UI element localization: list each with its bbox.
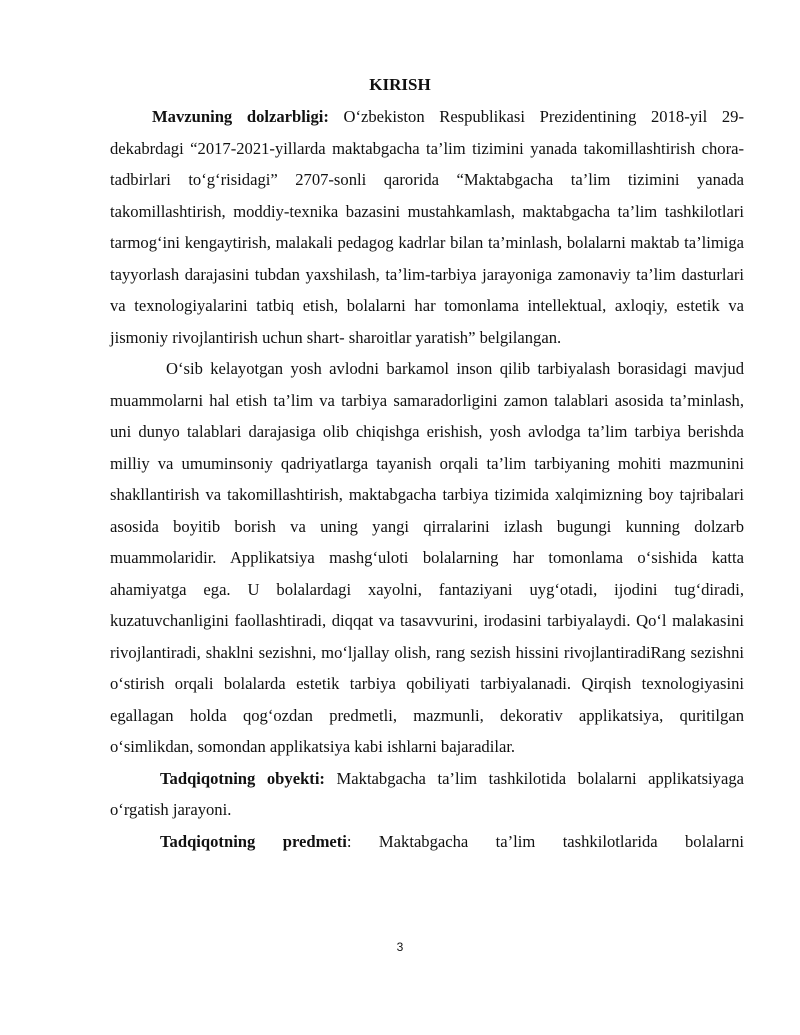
relevance-heading: Mavzuning dolzarbligi: <box>152 107 329 126</box>
paragraph-research-subject <box>110 826 744 858</box>
research-subject-heading: Tadqiqotning predmeti <box>160 831 347 851</box>
research-subject-text: : Maktabgacha ta’lim tashkilotlarida bolalarni <box>346 831 744 851</box>
research-object-heading: Tadqiqotning obyekti: <box>160 768 325 788</box>
research-object-text: Maktabgacha ta’lim tashkilotida bolalarni applikatsiyaga o‘rgatish jarayoni. <box>110 768 744 819</box>
document-body <box>110 101 744 857</box>
paragraph-relevance <box>110 101 744 353</box>
page-number: 3 <box>396 940 404 954</box>
paragraph-research-object <box>110 763 744 826</box>
paragraph-problems <box>110 353 744 763</box>
relevance-text: O‘zbekiston Respublikasi Prezidentining 2018-yil 29-dekabrdagi “2017-2021-yillarda maktabgacha ta’lim tizimini yanada takomillashtirish chora-tadbirlari to‘g‘risidagi” 2707-sonli qarorida “Maktabgacha ta’lim tizimini yanada takomillashtirish, moddiy-texnika bazasini mustahkamlash, maktabgacha ta’lim tashkilotlari tarmog‘ini kengaytirish, malakali pedagog kadrlar bilan ta’minlash, bolalarni maktab ta’limiga tayyorlash darajasini tubdan yaxshilash, ta’lim-tarbiya jarayoniga zamonaviy ta’lim dasturlari va texnologiyalarini tatbiq etish, bolalarni har tomonlama intellektual, axloqiy, estetik va jismoniy rivojlantirish uchun shart- sharoitlar yaratish” belgilangan. <box>110 107 744 347</box>
section-title: KIRISH <box>369 75 431 94</box>
problems-text: O‘sib kelayotgan yosh avlodni barkamol inson qilib tarbiyalash borasidagi mavjud muammolarni hal etish ta’lim va tarbiya samaradorligini zamon talablari asosida ta’minlash, uni dunyo talablari darajasiga olib chiqishga erishish, yosh avlodga ta’lim tarbiya berishda milliy va umuminsoniy qadriyatlarga tayanish orqali ta’lim tarbiyaning mohiti mazmunini shakllantirish va takomillashtirish, maktabgacha tarbiya tizimida xalqimizning boy tajribalari asosida boyitib borish va uning yangi qirralarini izlash bugungi kunning dolzarb muammolaridir. Applikatsiya mashg‘uloti bolalarning har tomonlama o‘sishida katta ahamiyatga ega. U bolalardagi xayolni, fantaziyani uyg‘otadi, ijodini tug‘diradi, kuzatuvchanligini faollashtiradi, diqqat va tasavvurini, irodasini tarbiyalaydi. Qo‘l malakasini rivojlantiradi, shaklni sezishni, mo‘ljallay olish, rang sezish hissini rivojlantiradiRang sezishni o‘stirish orqali bolalarda estetik tarbiya qobiliyati tarbiyalanadi. Qirqish texnologiyasini egallagan holda qog‘ozdan predmetli, mazmunli, dekorativ applikatsiya, quritilgan o‘simlikdan, somondan applikatsiya kabi ishlarni bajaradilar. <box>110 359 744 756</box>
